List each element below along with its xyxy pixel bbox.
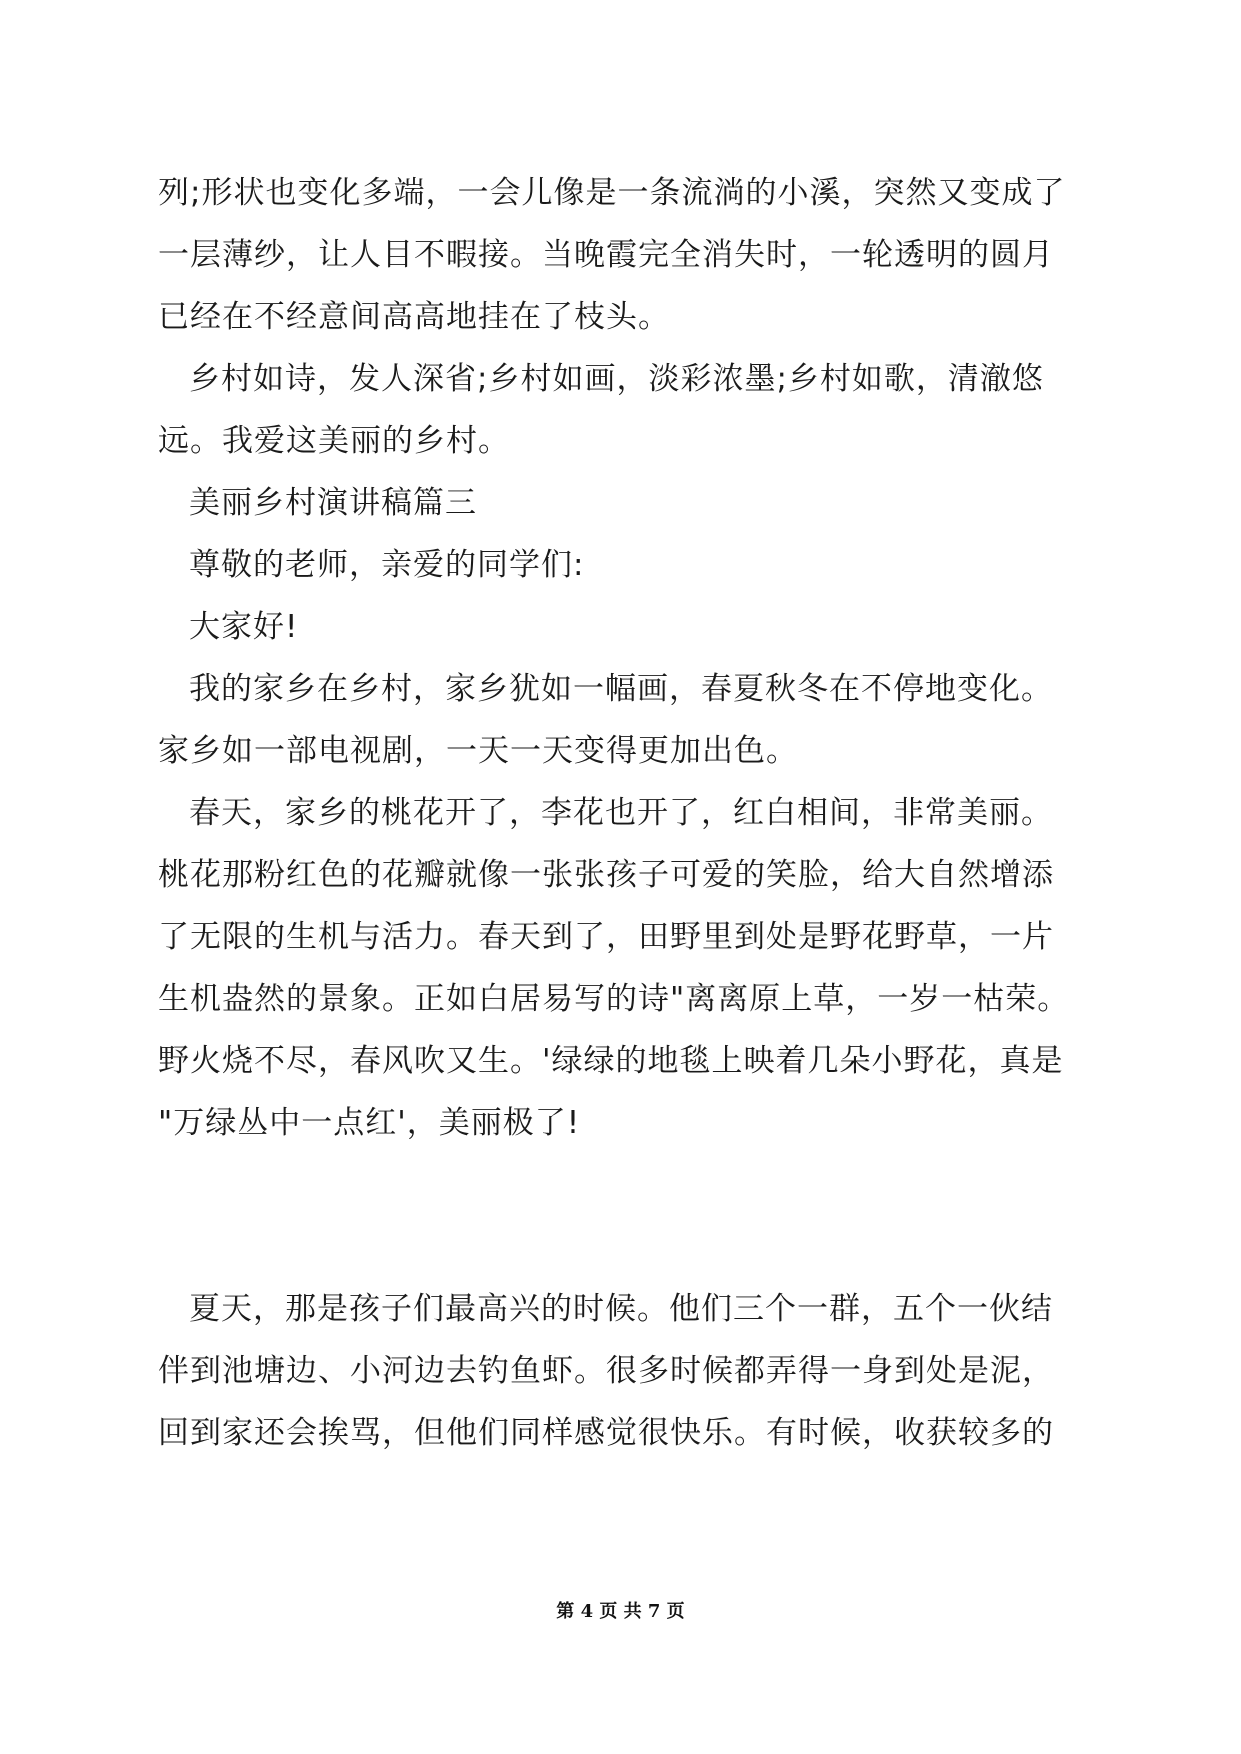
text-line: 已经在不经意间高高地挂在了枝头。 [158, 299, 670, 335]
greeting: 大家好! [189, 609, 299, 645]
text-line: 夏天，那是孩子们最高兴的时候。他们三个一群，五个一伙结 [189, 1291, 1053, 1327]
text-line: 桃花那粉红色的花瓣就像一张张孩子可爱的笑脸，给大自然增添 [158, 857, 1054, 893]
text-line: 春天，家乡的桃花开了，李花也开了，红白相间，非常美丽。 [189, 795, 1053, 831]
text-line: 回到家还会挨骂，但他们同样感觉很快乐。有时候，收获较多的 [158, 1415, 1054, 1451]
text-line: 家乡如一部电视剧，一天一天变得更加出色。 [158, 733, 798, 769]
text-line: "万绿丛中一点红'，美丽极了! [158, 1105, 581, 1141]
salutation: 尊敬的老师，亲爱的同学们: [189, 547, 585, 583]
text-line: 野火烧不尽，春风吹又生。'绿绿的地毯上映着几朵小野花，真是 [158, 1043, 1064, 1079]
text-line: 伴到池塘边、小河边去钓鱼虾。很多时候都弄得一身到处是泥， [158, 1353, 1054, 1389]
page-number-footer: 第 4 页 共 7 页 [556, 1601, 685, 1622]
text-line: 列;形状也变化多端，一会儿像是一条流淌的小溪，突然又变成了 [158, 175, 1066, 211]
body-text [158, 175, 1098, 1480]
paragraph-gap [158, 1170, 1098, 1294]
text-line: 我的家乡在乡村，家乡犹如一幅画，春夏秋冬在不停地变化。 [189, 671, 1053, 707]
text-line: 了无限的生机与活力。春天到了，田野里到处是野花野草，一片 [158, 919, 1054, 955]
text-line: 生机盎然的景象。正如白居易写的诗"离离原上草，一岁一枯荣。 [158, 981, 1070, 1017]
text-line: 远。我爱这美丽的乡村。 [158, 423, 510, 459]
text-line: 一层薄纱，让人目不暇接。当晚霞完全消失时，一轮透明的圆月 [158, 237, 1054, 273]
section-heading: 美丽乡村演讲稿篇三 [189, 485, 477, 521]
text-line: 乡村如诗，发人深省;乡村如画，淡彩浓墨;乡村如歌，清澈悠 [189, 361, 1044, 397]
